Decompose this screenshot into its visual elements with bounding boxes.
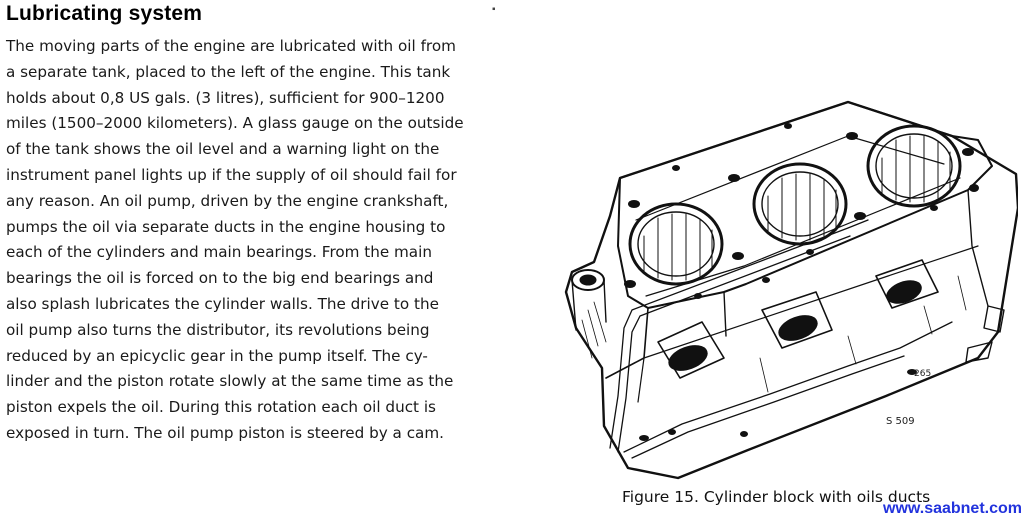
text-line: reduced by an epicyclic gear in the pump itself. The cy- [6,346,428,365]
stray-mark: ▪ [492,4,496,15]
deck-holes [624,123,979,299]
text-line: linder and the piston rotate slowly at the same time as the [6,372,454,391]
text-line: also splash lubricates the cylinder walls. The drive to the [6,294,439,313]
text-line: piston expels the oil. During this rotation each oil duct is [6,398,436,417]
text-line: each of the cylinders and main bearings. From the main [6,243,432,262]
text-line: pumps the oil via separate ducts in the engine housing to [6,217,446,236]
figure-code: S 509 [886,416,915,427]
figure-caption: Figure 15. Cylinder block with oils ducts [622,488,931,506]
transfer-port-2 [762,292,832,348]
cylinder-block-illustration [548,96,1018,498]
text-line: of the tank shows the oil level and a warning light on the [6,140,440,159]
text-line: miles (1500–2000 kilometers). A glass gauge on the outside [6,114,464,133]
transfer-port-3 [876,260,938,308]
part-mark: 265 [914,369,932,379]
watermark: www.saabnet.com [883,500,1022,517]
page-title: Lubricating system [6,2,203,25]
cylinder-bore-2 [754,164,846,244]
text-line: bearings the oil is forced on to the big end bearings and [6,269,434,288]
text-line: oil pump also turns the distributor, its revolutions being [6,320,430,339]
text-line: a separate tank, placed to the left of the engine. This tank [6,62,451,81]
left-boss [572,270,606,330]
text-line: The moving parts of the engine are lubricated with oil from [6,37,456,55]
cylinder-bore-1 [630,204,722,284]
text-line: instrument panel lights up if the supply of oil should fail for [6,165,457,184]
cylinder-bore-3 [868,126,960,206]
body-paragraph [6,34,506,447]
text-line: exposed in turn. The oil pump piston is steered by a cam. [6,423,444,442]
text-line: any reason. An oil pump, driven by the engine crankshaft, [6,191,449,210]
text-line: holds about 0,8 US gals. (3 litres), sufficient for 900–1200 [6,88,445,107]
